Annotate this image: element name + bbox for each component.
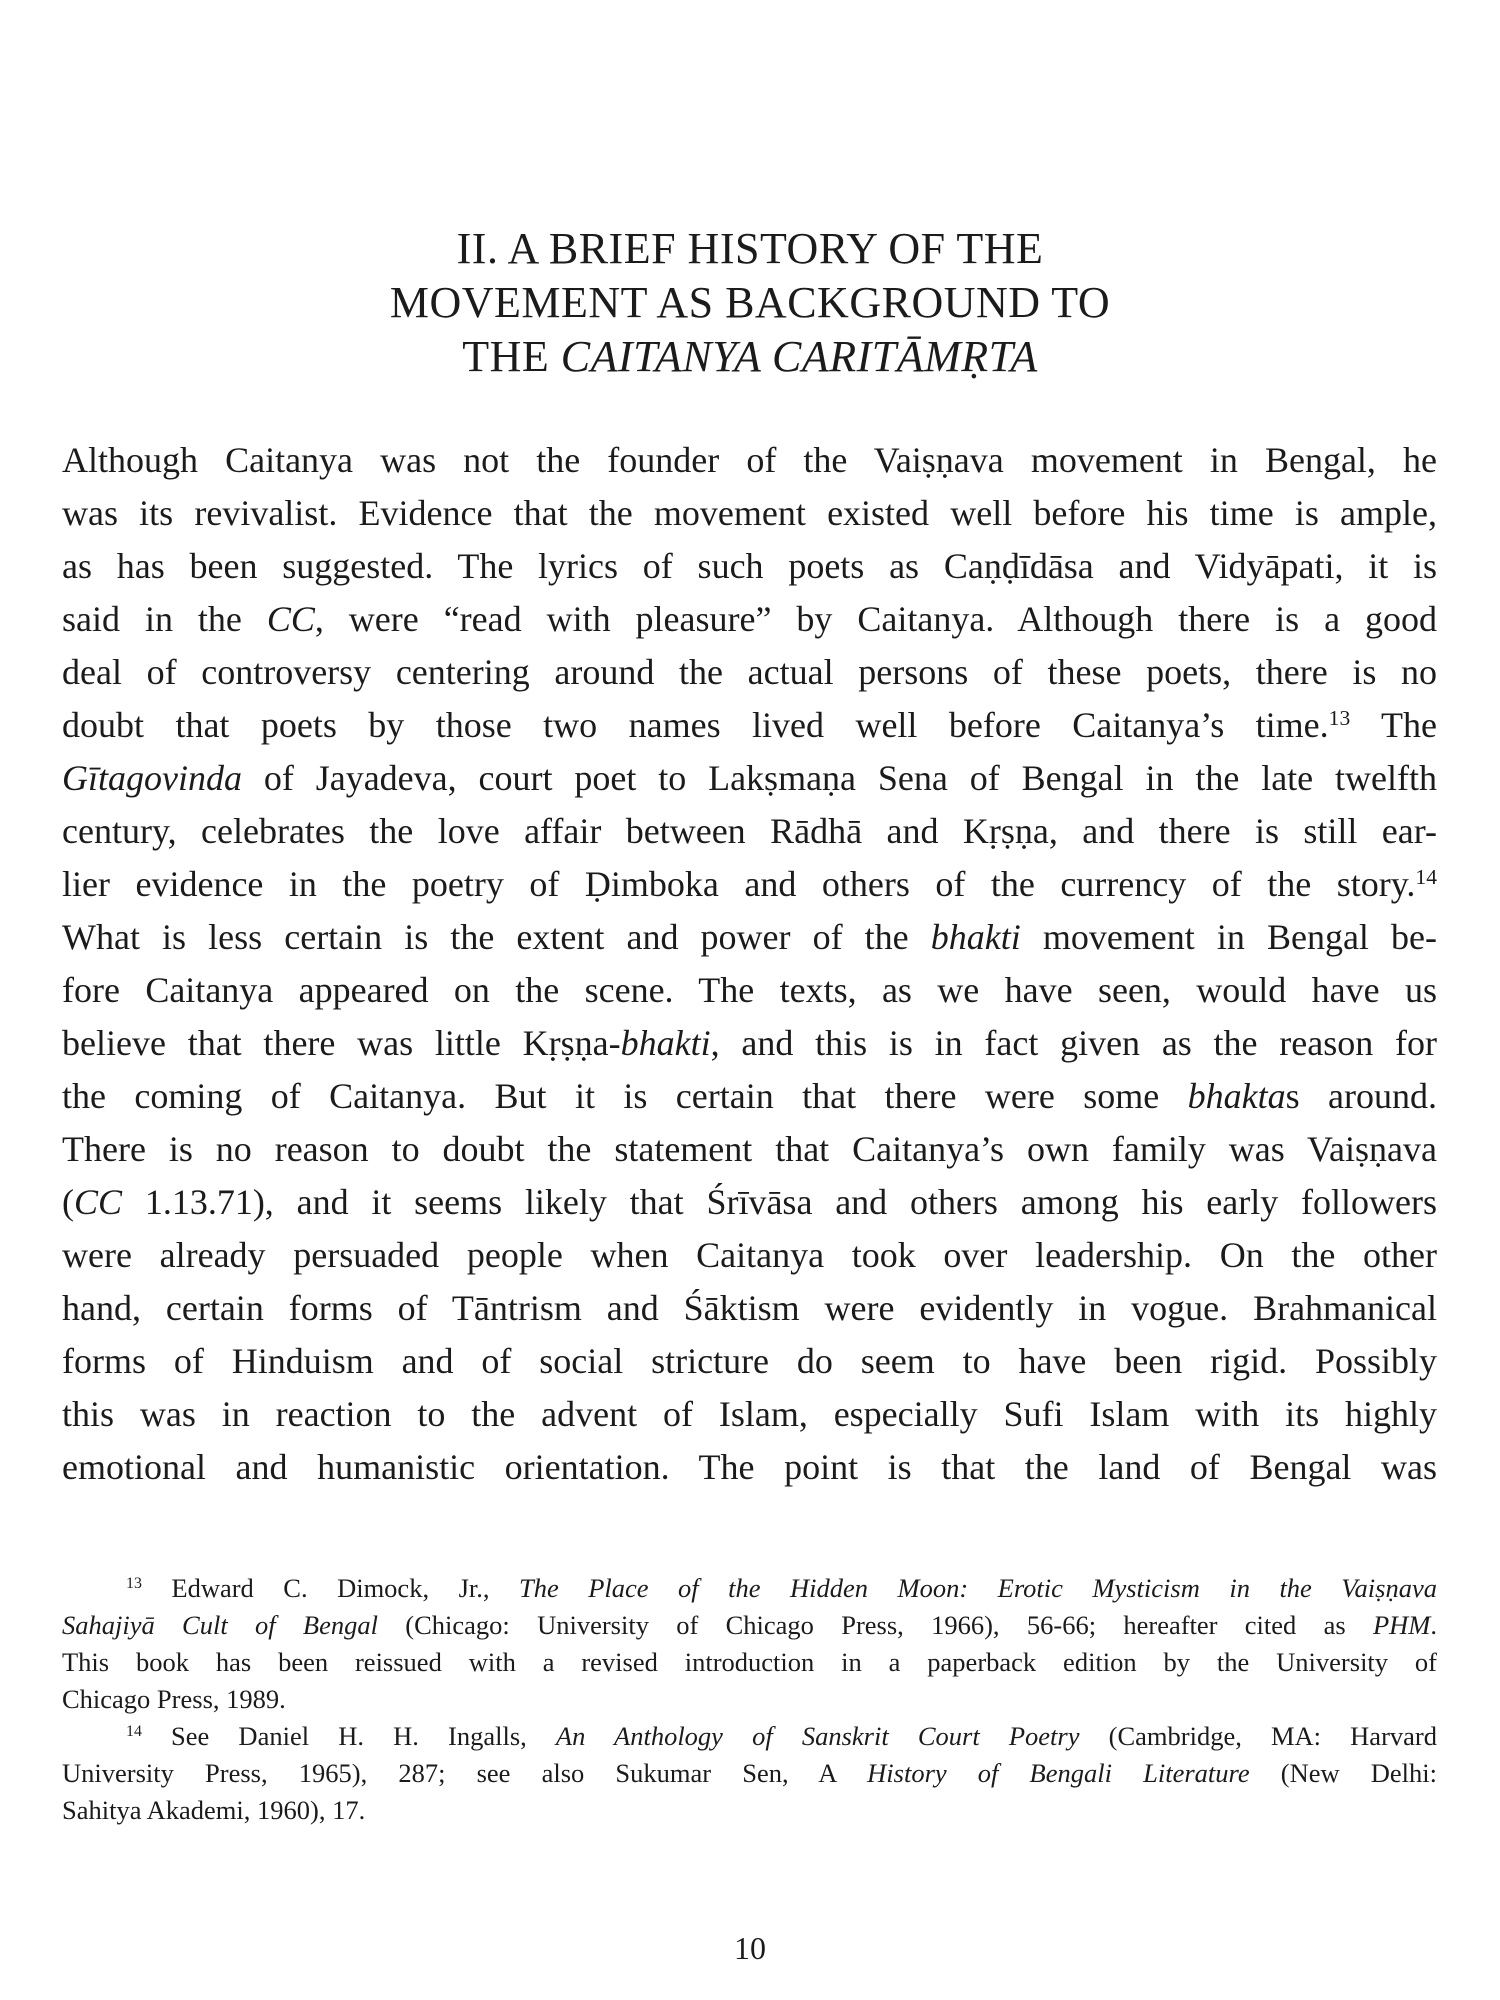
text-run: Edward C. Dimock, Jr.,: [141, 1573, 519, 1603]
text-run: (Chicago: University of Chicago Press, 1966), 56-66; hereafter cited as: [377, 1610, 1373, 1640]
italic-run: History of Bengali Literature: [867, 1758, 1250, 1788]
chapter-heading: [0, 222, 1500, 384]
body-line: this was in reaction to the advent of Islam, especially Sufi Islam with its highly: [62, 1394, 1437, 1434]
text-run: movement in Bengal be-: [1020, 917, 1437, 957]
body-line: were already persuaded people when Caitanya took over leadership. On the other: [62, 1235, 1437, 1275]
text-run: said in the: [62, 599, 267, 639]
italic-run: Sahajiyā Cult of Bengal: [62, 1610, 378, 1640]
footnote-14-line: [62, 1755, 1437, 1792]
italic-run: bhakti: [620, 1023, 711, 1063]
text-run: s around.: [1285, 1076, 1437, 1116]
page-number: 10: [734, 1930, 766, 1966]
text-run: of Jayadeva, court poet to Lakṣmaṇa Sena of Bengal in the late twelfth: [241, 758, 1437, 798]
italic-run: CC: [74, 1182, 123, 1222]
body-line: [62, 1070, 1437, 1123]
footnote-number-13: 13: [126, 1575, 142, 1593]
footnote-14-line: Sahitya Akademi, 1960), 17.: [62, 1795, 366, 1825]
heading-line-2: MOVEMENT AS BACKGROUND TO: [389, 278, 1111, 327]
italic-run: The Place of the Hidden Moon: Erotic Mysticism in the Vaiṣṇava: [518, 1573, 1437, 1603]
text-run: (New Delhi:: [1249, 1758, 1437, 1788]
body-line: There is no reason to doubt the statement that Caitanya’s own family was Vaiṣṇava: [62, 1129, 1437, 1169]
body-line: [62, 593, 1437, 646]
body-line: [62, 911, 1437, 964]
body-line: [62, 1176, 1437, 1229]
italic-run: An Anthology of Sanskrit Court Poetry: [555, 1721, 1080, 1751]
text-run: See Daniel H. H. Ingalls,: [141, 1721, 556, 1751]
text-run: 1.13.71), and it seems likely that Śrīvāsa and others among his early followers: [122, 1182, 1437, 1222]
footnote-13-line: This book has been reissued with a revised introduction in a paperback edition by the University of: [62, 1647, 1437, 1677]
text-run: , and this is in fact given as the reason for: [710, 1023, 1437, 1063]
body-paragraph: [62, 434, 1437, 1494]
italic-run: bhakta: [1187, 1076, 1286, 1116]
heading-line-1: II. A BRIEF HISTORY OF THE: [456, 224, 1044, 273]
footnote-13-line: [62, 1570, 1437, 1607]
heading-line-3: [0, 330, 1500, 384]
body-line: [62, 1017, 1437, 1070]
text-run: The: [1350, 705, 1437, 745]
footnote-ref-14[interactable]: 14: [1415, 865, 1437, 890]
body-line: fore Caitanya appeared on the scene. The texts, as we have seen, would have us: [62, 970, 1437, 1010]
footnote-number-14: 14: [126, 1723, 142, 1741]
text-run: doubt that poets by those two names lived well before Caitanya’s time.: [62, 705, 1329, 745]
footnotes: [62, 1570, 1437, 1829]
body-line: century, celebrates the love affair between Rādhā and Kṛṣṇa, and there is still ear-: [62, 811, 1437, 851]
footnote-14-line: [62, 1718, 1437, 1755]
text-run: the coming of Caitanya. But it is certain that there were some: [62, 1076, 1188, 1116]
heading-line-3-title: CAITANYA CARITĀMṚTA: [560, 332, 1038, 381]
body-line: [62, 752, 1437, 805]
italic-run: Gītagovinda: [62, 758, 242, 798]
italic-run: bhakti: [930, 917, 1021, 957]
text-run: (: [62, 1182, 74, 1222]
text-run: .: [1430, 1610, 1437, 1640]
text-run: What is less certain is the extent and power of the: [62, 917, 931, 957]
footnote-13-line: [62, 1607, 1437, 1644]
italic-run: PHM: [1372, 1610, 1431, 1640]
footnote-13-line: Chicago Press, 1989.: [62, 1684, 286, 1714]
body-line: [62, 858, 1437, 911]
heading-line-3-prefix: THE: [462, 332, 561, 381]
text-run: University Press, 1965), 287; see also Sukumar Sen, A: [62, 1758, 868, 1788]
body-line: hand, certain forms of Tāntrism and Śāktism were evidently in vogue. Brahmanical: [62, 1288, 1437, 1328]
body-line: forms of Hinduism and of social stricture do seem to have been rigid. Possibly: [62, 1341, 1437, 1381]
text-run: (Cambridge, MA: Harvard: [1079, 1721, 1437, 1751]
body-line: [62, 699, 1437, 752]
body-line: emotional and humanistic orientation. The point is that the land of Bengal was: [62, 1447, 1437, 1487]
body-line: deal of controversy centering around the actual persons of these poets, there is no: [62, 652, 1437, 692]
footnote-ref-13[interactable]: 13: [1328, 706, 1351, 731]
italic-run: CC: [266, 599, 315, 639]
body-line: was its revivalist. Evidence that the movement existed well before his time is ample,: [62, 493, 1437, 533]
body-line: Although Caitanya was not the founder of the Vaiṣṇava movement in Bengal, he: [62, 440, 1437, 480]
text-run: lier evidence in the poetry of Ḍimboka and others of the currency of the story.: [62, 864, 1416, 904]
body-line: as has been suggested. The lyrics of such poets as Caṇḍīdāsa and Vidyāpati, it is: [62, 546, 1437, 586]
text-run: , were “read with pleasure” by Caitanya. Although there is a good: [314, 599, 1437, 639]
text-run: believe that there was little Kṛṣṇa-: [62, 1023, 621, 1063]
